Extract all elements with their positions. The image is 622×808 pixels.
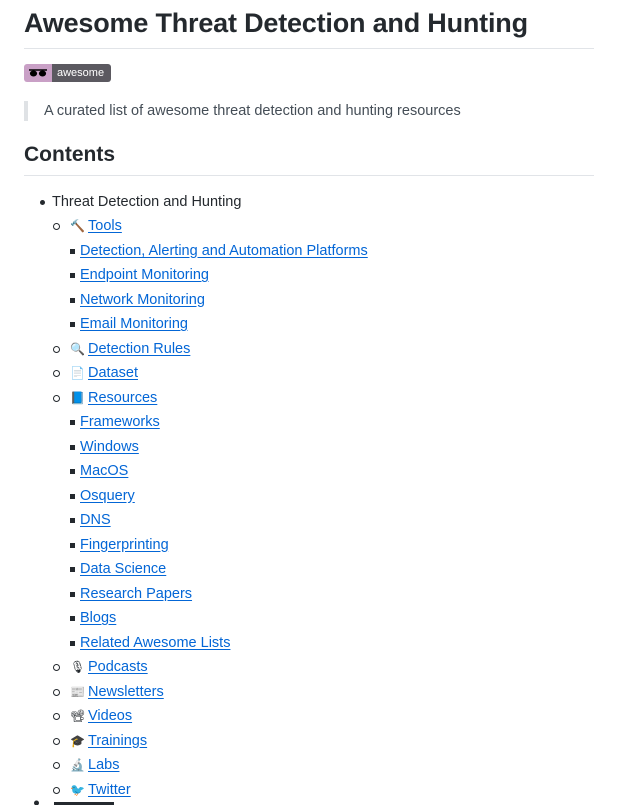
toc-section-trainings <box>52 729 594 754</box>
list-item <box>70 239 594 264</box>
list-item <box>70 263 594 288</box>
microphone-icon: 🎙 <box>70 660 86 674</box>
toc-link-resources[interactable]: Resources <box>88 389 158 406</box>
toc-section-newsletters <box>52 680 594 705</box>
toc-sublink-related-awesome-lists[interactable]: Related Awesome Lists <box>80 634 231 651</box>
page-icon: 📄 <box>70 366 85 380</box>
list-item <box>70 288 594 313</box>
toc-link-newsletters[interactable]: Newsletters <box>88 683 164 700</box>
toc-section-resources <box>52 386 594 656</box>
magnifier-icon: 🔍 <box>70 341 85 356</box>
toc-sublink-blogs[interactable]: Blogs <box>80 610 117 626</box>
list-item <box>70 606 594 631</box>
toc-section-row <box>70 684 164 700</box>
toc-link-tools[interactable]: Tools <box>88 218 122 234</box>
toc-sublink-endpoint-monitoring[interactable]: Endpoint Monitoring <box>80 267 209 283</box>
book-icon: 📘 <box>70 390 85 405</box>
graduate-icon: 🎓 <box>70 733 85 748</box>
toc-sublink-research-papers[interactable]: Research Papers <box>80 585 193 602</box>
contents-heading: Contents <box>24 143 594 176</box>
toc-root-label: Threat Detection and Hunting <box>52 193 242 210</box>
hammer-icon: 🔨 <box>70 219 85 233</box>
toc-subsection-list <box>70 239 594 337</box>
toc-section-row <box>70 365 138 381</box>
list-item <box>70 533 594 558</box>
newspaper-icon: 📰 <box>70 684 85 699</box>
toc-section-podcasts <box>52 655 594 680</box>
toc-sublink-network-monitoring[interactable]: Network Monitoring <box>80 291 205 308</box>
toc-section-dataset <box>52 361 594 386</box>
awesome-badge[interactable] <box>24 64 111 82</box>
toc-section-row <box>70 757 119 773</box>
bird-icon: 🐦 <box>70 782 85 797</box>
list-item <box>70 459 594 484</box>
toc-section-tools <box>52 214 594 337</box>
toc-link-twitter[interactable]: Twitter <box>88 781 131 798</box>
toc-section-row <box>70 341 190 357</box>
list-item <box>70 410 594 435</box>
list-item <box>70 631 594 656</box>
toc-section-detection-rules <box>52 337 594 362</box>
page-title: Awesome Threat Detection and Hunting <box>24 8 594 49</box>
toc-root-item <box>24 190 594 803</box>
scientist-icon: 🔬 <box>70 758 85 772</box>
toc-link-videos[interactable]: Videos <box>88 708 133 724</box>
toc-sublink-osquery[interactable]: Osquery <box>80 487 135 504</box>
toc-sublink-macos[interactable]: MacOS <box>80 463 129 479</box>
list-item <box>70 582 594 607</box>
toc-section-videos <box>52 704 594 729</box>
toc-sublink-detection-alerting-and-automation-platforms[interactable]: Detection, Alerting and Automation Platforms <box>80 242 368 259</box>
toc-section-row <box>70 218 122 234</box>
video-camera-icon: 📽 <box>70 709 86 723</box>
list-item <box>70 508 594 533</box>
toc-subsection-list <box>70 410 594 655</box>
toc-link-trainings[interactable]: Trainings <box>88 732 148 749</box>
description-quote: A curated list of awesome threat detection and hunting resources <box>24 101 594 121</box>
toc-sections <box>52 214 594 802</box>
toc-section-row <box>70 390 157 406</box>
toc-sublink-frameworks[interactable]: Frameworks <box>80 414 160 430</box>
list-item <box>70 557 594 582</box>
toc-link-labs[interactable]: Labs <box>88 757 120 773</box>
toc-link-detection-rules[interactable]: Detection Rules <box>88 340 191 357</box>
toc-sublink-dns[interactable]: DNS <box>80 512 111 528</box>
table-of-contents <box>24 190 594 803</box>
list-item <box>70 435 594 460</box>
toc-link-dataset[interactable]: Dataset <box>88 365 138 381</box>
toc-sublink-fingerprinting[interactable]: Fingerprinting <box>80 536 169 553</box>
sunglasses-icon <box>24 64 52 82</box>
toc-sublink-windows[interactable]: Windows <box>80 438 139 455</box>
toc-link-podcasts[interactable]: Podcasts <box>88 659 148 675</box>
toc-section-labs <box>52 753 594 778</box>
list-item <box>70 312 594 337</box>
toc-sublink-data-science[interactable]: Data Science <box>80 561 167 577</box>
badge-label: awesome <box>52 64 111 82</box>
cropped-next-item <box>34 793 154 808</box>
toc-section-row <box>70 733 147 749</box>
toc-section-row <box>70 659 148 675</box>
toc-section-row <box>70 708 132 724</box>
list-item <box>70 484 594 509</box>
toc-sublink-email-monitoring[interactable]: Email Monitoring <box>80 316 188 332</box>
